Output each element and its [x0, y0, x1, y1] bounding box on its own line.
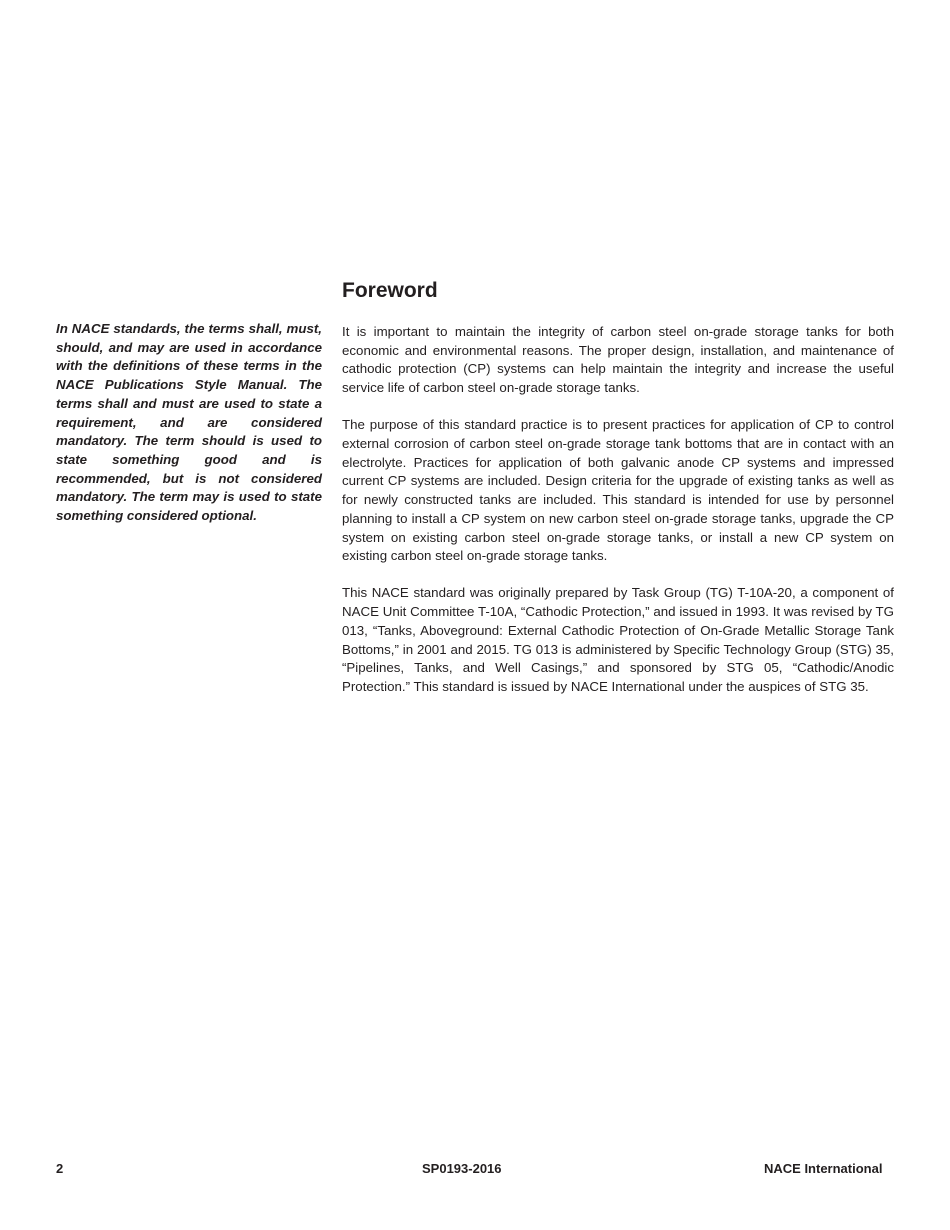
page-title: Foreword — [342, 279, 438, 302]
document-id: SP0193-2016 — [422, 1161, 502, 1176]
terminology-note: In NACE standards, the terms shall, must, should, and may are used in accordance with the definitions of these terms in the NACE Publications Style Manual. The terms shall and must are used to state a requirement, and are considered mandatory. The term should is used to state something good and is recommended, but is not considered mandatory. The term may is used to state something considered optional. — [56, 321, 322, 524]
foreword-section — [342, 277, 894, 715]
page-number: 2 — [56, 1161, 64, 1176]
foreword-paragraph-3: This NACE standard was originally prepared by Task Group (TG) T-10A-20, a component of NACE Unit Committee T-10A, “Cathodic Protection,” and issued in 1993. It was revised by TG 013, “Tanks, Aboveground: External Cathodic Protection of On-Grade Metallic Storage Tank Bottoms,” in 2001 and 2015. TG 013 is administered by Specific Technology Group (STG) 35, “Pipelines, Tanks, and Well Casings,” and sponsored by STG 05, “Cathodic/Anodic Protection.” This standard is issued by NACE International under the auspices of STG 35. — [342, 585, 894, 694]
foreword-paragraph-2: The purpose of this standard practice is to present practices for application of CP to control external corrosion of carbon steel on-grade storage tank bottoms that are in contact with an electrolyte. Practices for application of both galvanic anode CP systems and impressed current CP systems are included. Design criteria for the upgrade of existing tanks as well as for newly constructed tanks are included. This standard is intended for use by personnel planning to install a CP system on new carbon steel on-grade storage tanks, upgrade the CP system on existing carbon steel on-grade storage tanks, or install a new CP system on existing carbon steel on-grade storage tanks. — [342, 417, 894, 564]
foreword-paragraph-1: It is important to maintain the integrity of carbon steel on-grade storage tanks for both economic and environmental reasons. The proper design, installation, and maintenance of cathodic protection (CP) systems can help maintain the integrity and increase the useful service life of carbon steel on-grade storage tanks. — [342, 324, 894, 396]
publisher-name: NACE International — [764, 1161, 883, 1176]
